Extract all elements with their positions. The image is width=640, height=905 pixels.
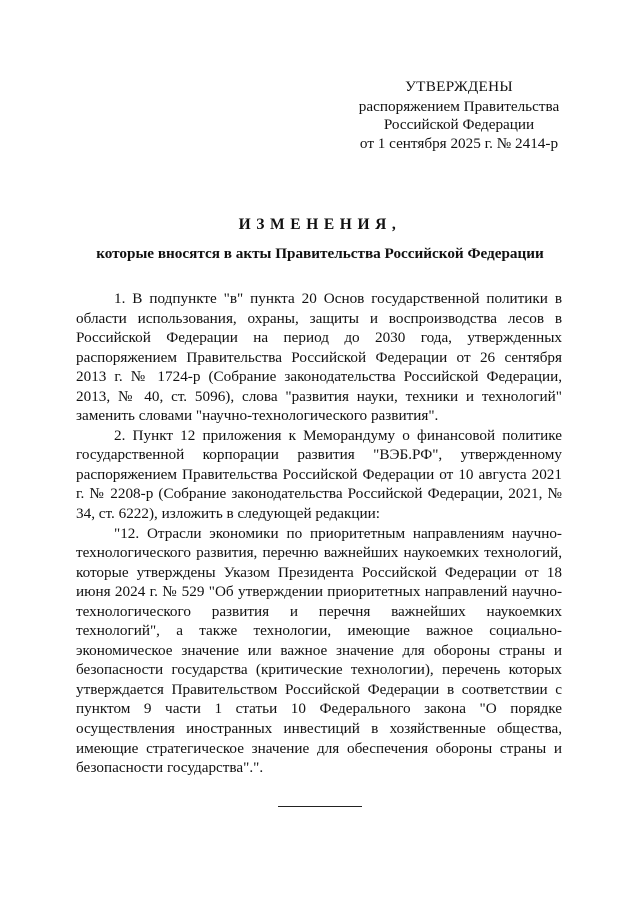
- approval-date-number: от 1 сентября 2025 г. № 2414-р: [359, 134, 559, 152]
- paragraph-item-2: 2. Пункт 12 приложения к Меморандуму о финансовой политике государственной корпорации развития "ВЭБ.РФ", утвержденному распоряжением Правительства Российской Федерации от 10 августа 2021 г. № 2208-р (Собрание законодательства Российской Федерации, 2021, № 34, ст. 6222), изложить в следующей редакции:: [76, 426, 562, 523]
- paragraph-quoted-text: "12. Отрасли экономики по приоритетным направлениям научно-технологического развития, перечню важнейших наукоемких технологий, которые утверждены Указом Президента Российской Федерации от 18 июня 2024 г. № 529 "Об утверждении приоритетных направлений научно-технологического развития и перечня важнейших наукоемких технологий", а также технологии, имеющие важное социально-экономическое значение или важное значение для обороны страны и безопасности государства (критические технологии), перечень которых утверждается Правительством Российской Федерации в соответствии с пунктом 9 части 1 статьи 10 Федерального закона "О порядке осуществления иностранных инвестиций в хозяйственные общества, имеющие стратегическое значение для обеспечения обороны страны и безопасности государства".".: [76, 524, 562, 777]
- approval-heading: УТВЕРЖДЕНЫ: [405, 78, 513, 95]
- approval-authority-country: Российской Федерации: [383, 116, 535, 134]
- document-body: [76, 289, 562, 778]
- end-divider-line: [278, 806, 362, 807]
- approval-authority: распоряжением Правительства: [358, 97, 560, 115]
- paragraph-item-1: 1. В подпункте "в" пункта 20 Основ государственной политики в области использования, охраны, защиты и воспроизводства лесов в Российской Федерации на период до 2030 года, утвержденных распоряжением Правительства Российской Федерации от 26 сентября 2013 г. № 1724-р (Собрание законодательства Российской Федерации, 2013, № 40, ст. 5096), слова "развития науки, техники и технологий" заменить словами "научно-технологического развития".: [76, 290, 562, 425]
- document-subtitle: которые вносятся в акты Правительства Российской Федерации: [96, 245, 544, 262]
- document-title: ИЗМЕНЕНИЯ,: [238, 216, 402, 233]
- approval-block: [340, 78, 578, 153]
